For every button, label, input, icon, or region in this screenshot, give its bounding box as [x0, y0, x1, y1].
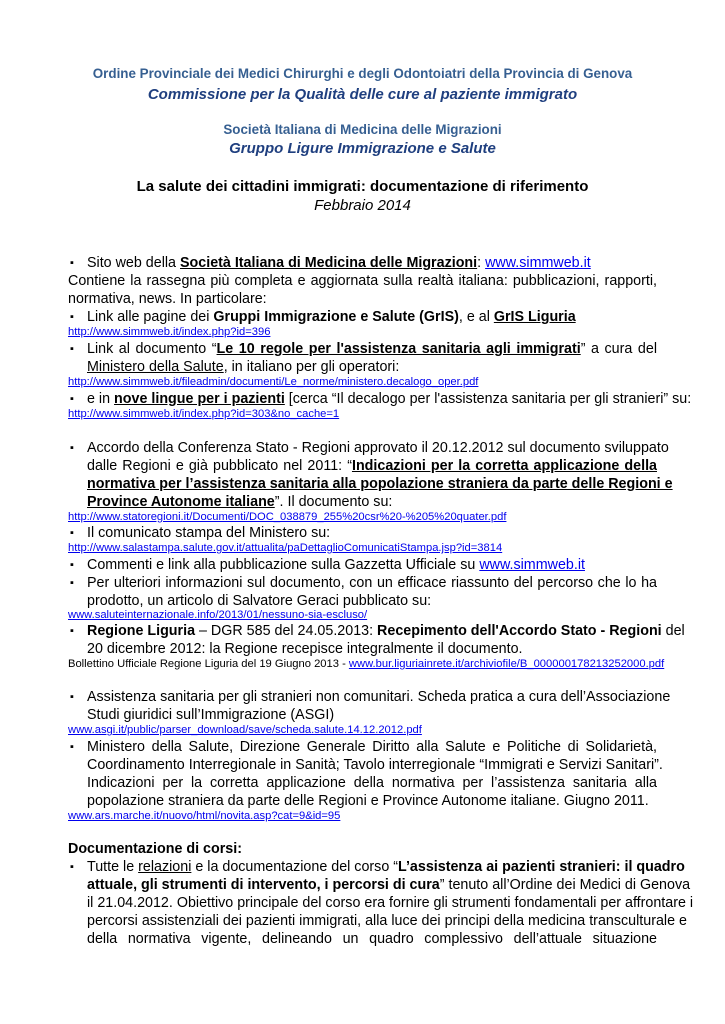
bullet-icon: ▪: [70, 257, 74, 269]
bullet-icon: ▪: [70, 442, 74, 454]
url-link[interactable]: http://www.statoregioni.it/Documenti/DOC_038879_255%20csr%20-%205%20quater.pdf: [68, 511, 507, 523]
document-title: La salute dei cittadini immigrati: documentazione di riferimento: [136, 178, 589, 195]
list-item: Assistenza sanitaria per gli stranieri non comunitari. Scheda pratica a cura dell’Associazione: [87, 689, 671, 705]
org-name: Ordine Provinciale dei Medici Chirurghi e degli Odontoiatri della Provincia di Genova: [92, 66, 633, 81]
list-item-cont: il 21.04.2012. Obiettivo principale del corso era fornire gli strumenti fondamentali per affrontare i: [87, 895, 694, 911]
bullet-icon: ▪: [70, 861, 74, 873]
list-item-cont: Studi giuridici sull’Immigrazione (ASGI): [87, 707, 335, 723]
url-link[interactable]: http://www.simmweb.it/index.php?id=396: [68, 326, 271, 338]
paragraph-line: dalle Regioni e già pubblicato nel 2011: “Indicazioni per la corretta applicazione della: [87, 458, 657, 474]
list-item: e in nove lingue per i pazienti [cerca “Il decalogo per l'assistenza sanitaria per gli stranieri” su:: [87, 391, 692, 407]
list-item: Ministero della Salute, Direzione Generale Diritto alla Salute e Politiche di Solidarietà,: [87, 739, 657, 755]
bullet-icon: ▪: [70, 625, 74, 637]
list-item: Regione Liguria – DGR 585 del 24.05.2013: Recepimento dell'Accordo Stato - Regioni del: [87, 623, 685, 639]
list-item: Tutte le relazioni e la documentazione del corso “L’assistenza ai pazienti stranieri: il quadro: [87, 859, 685, 875]
group-name: Gruppo Ligure Immigrazione e Salute: [229, 140, 496, 157]
simmweb-link[interactable]: www.simmweb.it: [485, 255, 591, 271]
bullet-icon: ▪: [70, 577, 74, 589]
society-name: Società Italiana di Medicina delle Migrazioni: [223, 122, 502, 137]
url-link[interactable]: http://www.simmweb.it/fileadmin/documenti/Le_norme/ministero.decalogo_oper.pdf: [68, 376, 479, 388]
url-link[interactable]: http://www.simmweb.it/index.php?id=303&no_cache=1: [68, 408, 340, 420]
list-item: Il comunicato stampa del Ministero su:: [87, 525, 331, 541]
paragraph-line: normativa per l’assistenza sanitaria alla popolazione straniera da parte delle Regioni e: [87, 476, 673, 492]
url-link[interactable]: www.saluteinternazionale.info/2013/01/nessuno-sia-escluso/: [68, 609, 368, 621]
bullet-icon: ▪: [70, 691, 74, 703]
bullet-icon: ▪: [70, 393, 74, 405]
list-item-cont: Coordinamento Interregionale in Sanità; Tavolo interregionale “Immigrati e Servizi Sanitari”.: [87, 757, 663, 773]
list-item: Link alle pagine dei Gruppi Immigrazione e Salute (GrIS), e al GrIS Liguria: [87, 309, 576, 325]
paragraph-line: Accordo della Conferenza Stato - Regioni approvato il 20.12.2012 sul documento sviluppato: [87, 440, 669, 456]
list-item-cont: attuale, gli strumenti di intervento, i percorsi di cura” tenuto all’Ordine dei Medici di Genova: [87, 877, 691, 893]
list-item-cont: Indicazioni per la corretta applicazione della normativa per l’assistenza sanitaria alla: [87, 775, 657, 791]
document-date: Febbraio 2014: [314, 197, 411, 214]
list-item: Sito web della Società Italiana di Medicina delle Migrazioni: www.simmweb.it: [87, 255, 591, 271]
list-item-cont: prodotto, un articolo di Salvatore Geraci pubblicato su:: [87, 593, 432, 609]
section-heading: Documentazione di corsi:: [68, 841, 242, 857]
simmweb-link[interactable]: www.simmweb.it: [479, 557, 585, 573]
list-item: Per ulteriori informazioni sul documento, con un efficace riassunto del percorso che lo ha: [87, 575, 657, 591]
url-link[interactable]: www.ars.marche.it/nuovo/html/novita.asp?cat=9&id=95: [68, 810, 341, 822]
list-item: Link al documento “Le 10 regole per l'assistenza sanitaria agli immigrati” a cura del: [87, 341, 657, 357]
bullet-icon: ▪: [70, 311, 74, 323]
paragraph-line: normativa, news. In particolare:: [68, 291, 267, 307]
commission-name: Commissione per la Qualità delle cure al paziente immigrato: [147, 86, 578, 103]
paragraph-line: Contiene la rassegna più completa e aggiornata sulla realtà italiana: pubblicazioni, rapporti,: [68, 273, 657, 289]
list-item: Commenti e link alla pubblicazione sulla Gazzetta Ufficiale su www.simmweb.it: [87, 557, 585, 573]
url-link[interactable]: http://www.salastampa.salute.gov.it/attualita/paDettaglioComunicatiStampa.jsp?id=3814: [68, 542, 503, 554]
list-item-cont: Ministero della Salute, in italiano per gli operatori:: [87, 359, 400, 375]
list-item-cont: della normativa vigente, delineando un quadro complessivo dell’attuale situazione: [87, 931, 657, 947]
paragraph-line: Province Autonome italiane”. Il documento su:: [87, 494, 393, 510]
url-link[interactable]: www.bur.liguriainrete.it/archiviofile/B_000000178213252000.pdf: [348, 658, 665, 670]
bullet-icon: ▪: [70, 559, 74, 571]
bollettino-line: Bollettino Ufficiale Regione Liguria del 19 Giugno 2013 - www.bur.liguriainrete.it/archiviofile/B_000000178213252000.pdf: [68, 658, 665, 670]
list-item-cont: popolazione straniera da parte delle Regioni e Province Autonome italiane. Giugno 2011.: [87, 793, 649, 809]
list-item-cont: percorsi assistenziali dei pazienti immigrati, alla luce dei principi della medicina transculturale e: [87, 913, 687, 929]
bullet-icon: ▪: [70, 741, 74, 753]
url-link[interactable]: www.asgi.it/public/parser_download/save/scheda.salute.14.12.2012.pdf: [68, 724, 422, 736]
list-item-cont: 20 dicembre 2012: la Regione recepisce integralmente il documento.: [87, 641, 523, 657]
bullet-icon: ▪: [70, 527, 74, 539]
bullet-icon: ▪: [70, 343, 74, 355]
